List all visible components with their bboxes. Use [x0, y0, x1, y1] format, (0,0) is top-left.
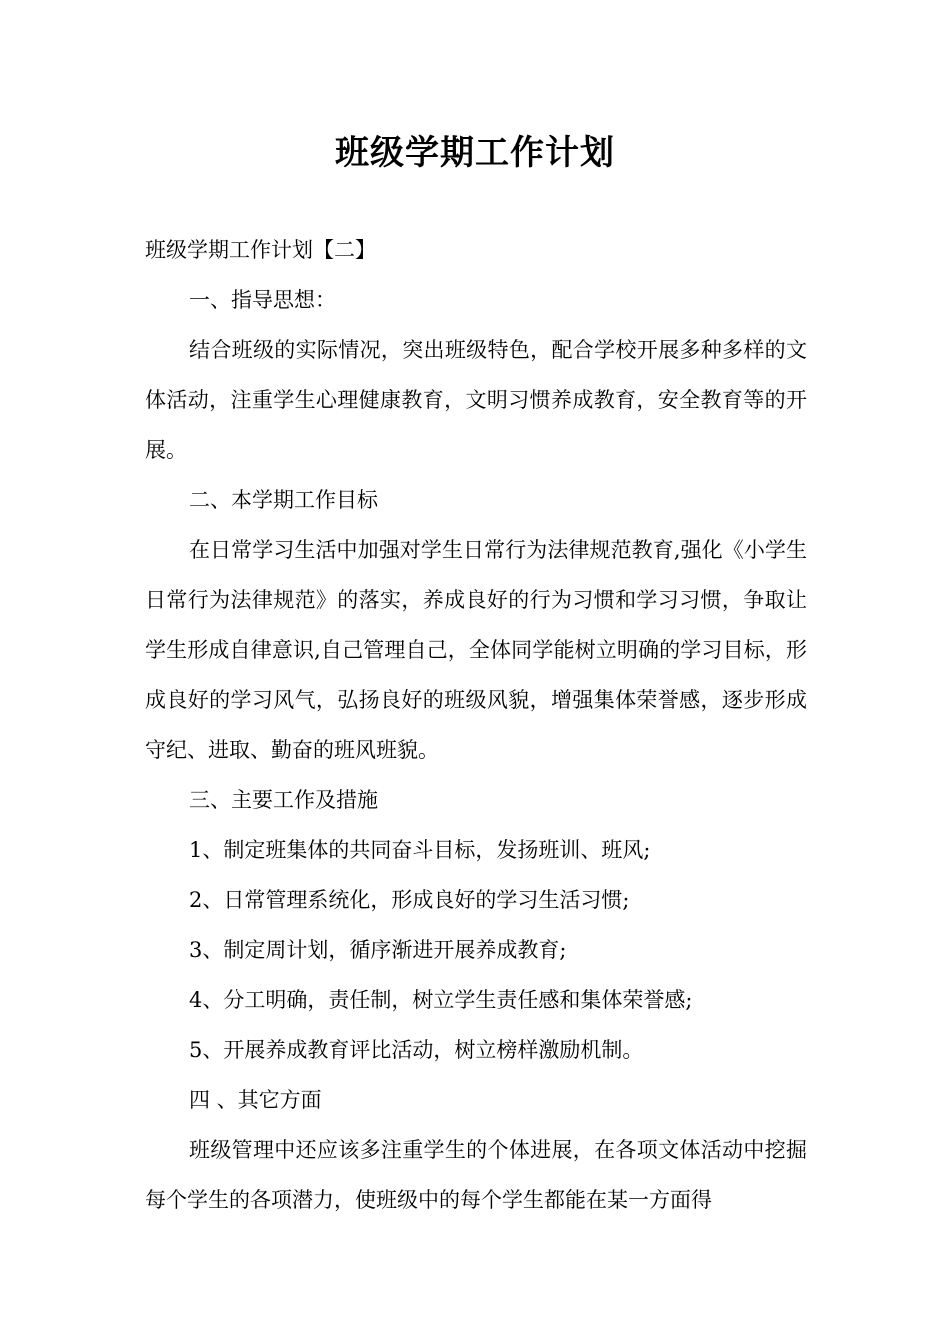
paragraph: 在日常学习生活中加强对学生日常行为法律规范教育,强化《小学生日常行为法律规范》的落实，养成良好的行为习惯和学习习惯，争取让学生形成自律意识,自己管理自己，全体同学能树立明确的学习目标，形成良好的学习风气，弘扬良好的班级风貌，增强集体荣誉感，逐步形成守纪、进取、勤奋的班风班貌。 [145, 538, 807, 762]
paragraph: 一、指导思想： [189, 288, 336, 312]
paragraph: 班级管理中还应该多注重学生的个体进展，在各项文体活动中挖掘每个学生的各项潜力，使班级中的每个学生都能在某一方面得 [145, 1138, 807, 1212]
paragraph: 四 、其它方面 [189, 1088, 322, 1112]
paragraph: 5、开展养成教育评比活动，树立榜样激励机制。 [189, 1038, 644, 1062]
paragraph: 1、制定班集体的共同奋斗目标，发扬班训、班风; [189, 838, 651, 862]
paragraph: 结合班级的实际情况，突出班级特色，配合学校开展多种多样的文体活动，注重学生心理健康教育，文明习惯养成教育，安全教育等的开展。 [145, 338, 807, 462]
paragraph: 三、主要工作及措施 [189, 788, 378, 812]
paragraph: 3、制定周计划，循序渐进开展养成教育; [189, 938, 567, 962]
paragraph: 4、分工明确，责任制，树立学生责任感和集体荣誉感; [189, 988, 693, 1012]
paragraph: 2、日常管理系统化，形成良好的学习生活习惯; [189, 888, 630, 912]
document-title: 班级学期工作计划 [335, 133, 615, 173]
paragraph: 班级学期工作计划【二】 [145, 238, 376, 262]
document-body [145, 225, 807, 1225]
paragraph: 二、本学期工作目标 [189, 488, 378, 512]
